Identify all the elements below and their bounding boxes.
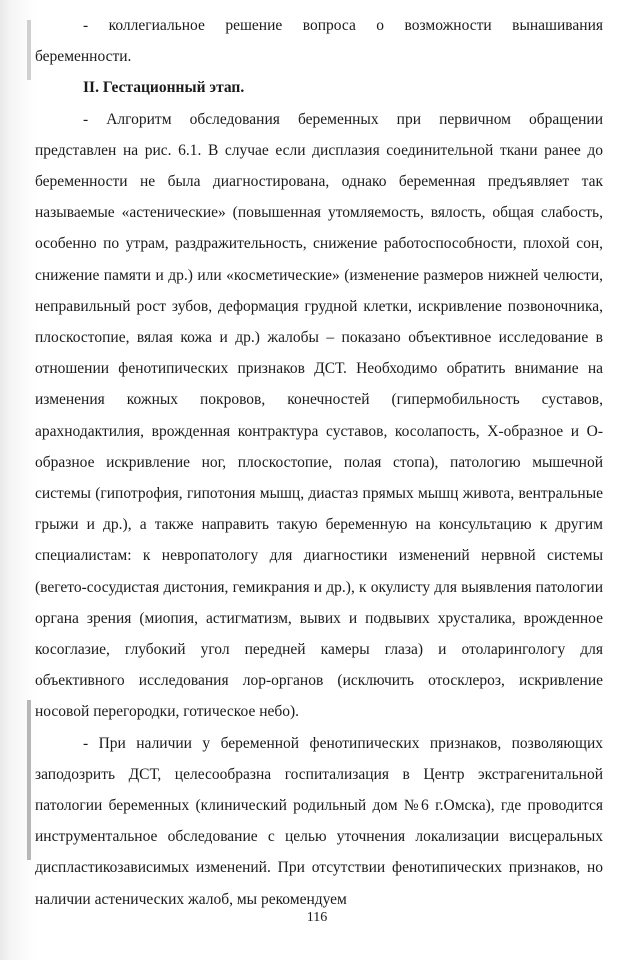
- scan-shadow: [0, 0, 38, 960]
- scan-edge-mark-bottom: [27, 700, 31, 860]
- paragraph-collegial-decision: - коллегиальное решение вопроса о возможности вынашивания беременности.: [35, 17, 603, 66]
- paragraph-hospitalization: - При наличии у беременной фенотипических признаков, позволяющих заподозрить ДСТ, целесообразна госпитализация в Центр экстрагенитальной патологии беременных (клинический родильный дом №6 г.Омска), где проводится инструментальное обследование с целью уточнения локализации висцеральных диспластикозависимых изменений. При отсутствии фенотипических признаков, но наличии астенических жалоб, мы рекомендуем: [35, 734, 603, 908]
- page-number: 116: [306, 910, 328, 925]
- paragraph-examination-algorithm: - Алгоритм обследования беременных при первичном обращении представлен на рис. 6.1. В случае если дисплазия соединительной ткани ранее до беременности не была диагностирована, однако беременная предъявляет так называемые «астенические» (повышенная утомляемость, вялость, общая слабость, особенно по утрам, раздражительность, снижение работоспособности, плохой сон, снижение памяти и др.) или «косметические» (изменение размеров нижней челюсти, неправильный рост зубов, деформация грудной клетки, искривление позвоночника, плоскостопие, вялая кожа и др.) жалобы – показано объективное исследование в отношении фенотипических признаков ДСТ. Необходимо обратить внимание на изменения кожных покровов, конечностей (гипермобильность суставов, арахнодактилия, врожденная контрактура суставов, косолапость, Х-образное и О-образное искривление ног, плоскостопие, полая стопа), патологию мышечной системы (гипотрофия, гипотония мышц, диастаз прямых мышц живота, вентральные грыжи и др.), а также направить такую беременную на консультацию к другим специалистам: к невропатологу для диагностики изменений нервной системы (вегето-сосудистая дистония, гемикрания и др.), к окулисту для выявления патологии органа зрения (миопия, астигматизм, вывих и подвывих хрусталика, врожденное косоглазие, глубокий угол передней камеры глаза) и отоларингологу для объективного исследования лор-органов (исключить отосклероз, искривление носовой перегородки, готическое небо).: [35, 110, 603, 721]
- page-content: [35, 10, 603, 915]
- scan-edge-mark-top: [27, 20, 31, 80]
- section-heading-gestational-stage: II. Гестационный этап.: [83, 79, 245, 97]
